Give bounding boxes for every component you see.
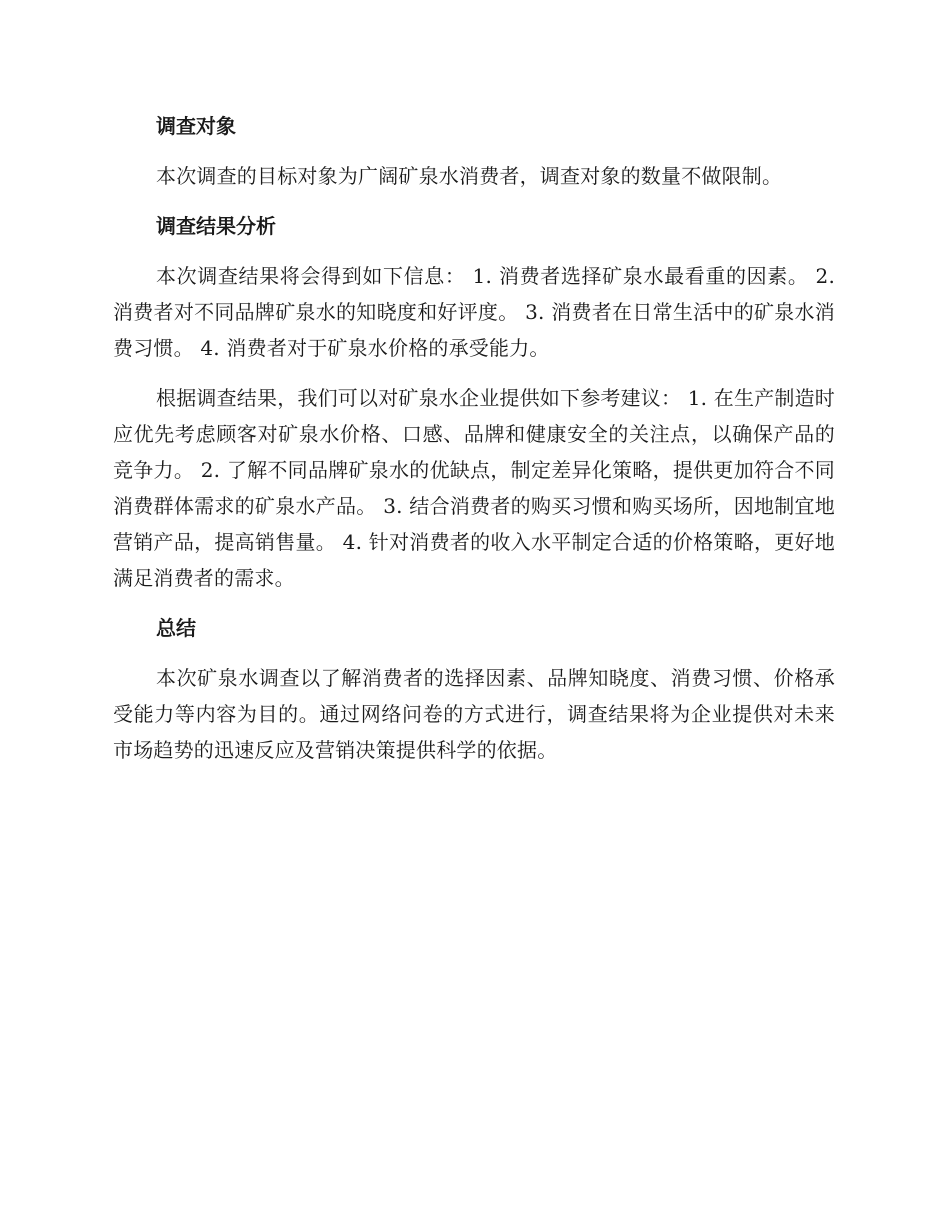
paragraph-results-info: 本次调查结果将会得到如下信息： 1. 消费者选择矿泉水最看重的因素。 2. 消费者对不同品牌矿泉水的知晓度和好评度。 3. 消费者在日常生活中的矿泉水消费习惯。 4. 消费者对于矿泉水价格的承受能力。: [113, 264, 835, 360]
paragraph-recommendations: 根据调查结果，我们可以对矿泉水企业提供如下参考建议： 1. 在生产制造时应优先考虑顾客对矿泉水价格、口感、品牌和健康安全的关注点，以确保产品的竞争力。 2. 了解不同品牌矿泉水的优缺点，制定差异化策略，提供更加符合不同消费群体需求的矿泉水产品。 3. 结合消费者的购买习惯和购买场所，因地制宜地营销产品，提高销售量。 4. 针对消费者的收入水平制定合适的价格策略，更好地满足消费者的需求。: [113, 386, 835, 590]
paragraph-survey-target: 本次调查的目标对象为广阔矿泉水消费者，调查对象的数量不做限制。: [156, 164, 783, 188]
section-heading-summary: 总结: [156, 616, 196, 640]
section-heading-results-analysis: 调查结果分析: [156, 214, 276, 238]
section-heading-survey-target: 调查对象: [156, 114, 236, 138]
paragraph-summary: 本次矿泉水调查以了解消费者的选择因素、品牌知晓度、消费习惯、价格承受能力等内容为目的。通过网络问卷的方式进行，调查结果将为企业提供对未来市场趋势的迅速反应及营销决策提供科学的依据。: [113, 666, 835, 762]
document-page: [113, 108, 835, 782]
